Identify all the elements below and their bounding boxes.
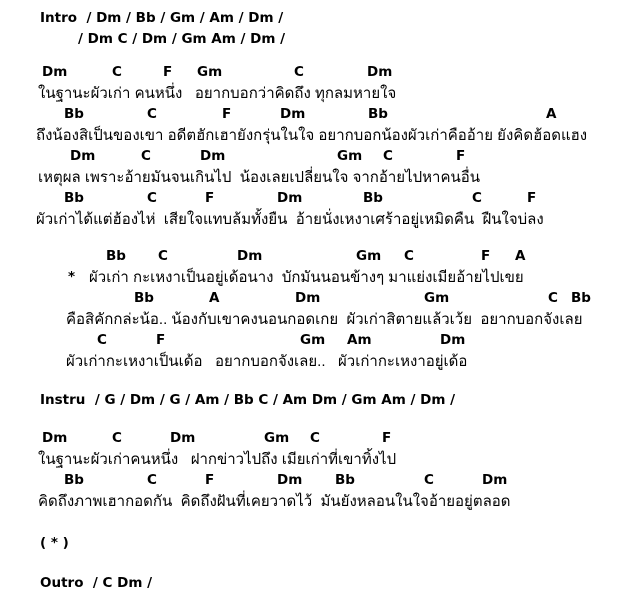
section-intro-chords-line2: / Dm C / Dm / Gm Am / Dm / bbox=[78, 31, 286, 47]
section-outro-label: Outro bbox=[40, 575, 84, 591]
section-instru-line1 bbox=[40, 391, 455, 409]
chord: C bbox=[147, 106, 157, 122]
section-instru-label: Instru bbox=[40, 392, 86, 408]
verse1-block-4 bbox=[0, 190, 620, 232]
chord: Gm bbox=[197, 64, 223, 80]
chord: F bbox=[382, 430, 392, 446]
chorus-star-marker: * bbox=[68, 269, 76, 285]
chord-row bbox=[0, 248, 620, 267]
chord: Bb bbox=[363, 190, 383, 206]
chord: C bbox=[147, 472, 157, 488]
lyric-row bbox=[0, 267, 620, 290]
lyric-row bbox=[0, 125, 620, 148]
verse2-block-2 bbox=[0, 472, 620, 514]
chord-row bbox=[0, 430, 620, 449]
chord-row bbox=[0, 472, 620, 491]
verse1-block-2 bbox=[0, 106, 620, 148]
chord: Dm bbox=[42, 430, 68, 446]
lyric-text: ในฐานะผัวเก่าคนหนึ่ง ฝากข่าวไปถึง เมียเก่าที่เขาทิ้งไป bbox=[38, 451, 397, 468]
lyric-text: ในฐานะผัวเก่า คนหนึ่ง อยากบอกว่าคิดถึง ทุกลมหายใจ bbox=[38, 85, 397, 102]
chord: A bbox=[209, 290, 220, 306]
chord: Gm bbox=[424, 290, 450, 306]
chord: Dm bbox=[295, 290, 321, 306]
section-intro-line1 bbox=[40, 9, 283, 27]
chord: F bbox=[205, 472, 215, 488]
chord: Dm bbox=[277, 190, 303, 206]
chord: Bb bbox=[64, 472, 84, 488]
chord: C bbox=[97, 332, 107, 348]
lyric-text: คิดถึงภาพเฮากอดกัน คิดถึงฝันที่เคยวาดไว้ มันยังหลอนในใจอ้ายอยู่ตลอด bbox=[38, 493, 511, 510]
lyric-text: คือสิคักกล่ะน้อ.. น้องกับเขาคงนอนกอดเกย ผัวเก่าสิตายแล้วเว้ย อยากบอกจังเลย bbox=[66, 311, 583, 328]
chord: A bbox=[546, 106, 557, 122]
spacer bbox=[85, 392, 94, 408]
chord: C bbox=[158, 248, 168, 264]
section-instru-chords: / G / Dm / G / Am / Bb C / Am Dm / Gm Am / Dm / bbox=[94, 392, 456, 408]
section-outro-chords: / C Dm / bbox=[92, 575, 153, 591]
spacer bbox=[83, 575, 92, 591]
chord-row bbox=[0, 190, 620, 209]
lyric-row bbox=[0, 167, 620, 190]
lyric-text: ผัวเก่ากะเหงาเป็นเด้อ อยากบอกจังเลย.. ผัวเก่ากะเหงาอยู่เด้อ bbox=[66, 353, 468, 370]
lyric-row bbox=[0, 351, 620, 374]
chord: Am bbox=[347, 332, 372, 348]
lyric-row bbox=[0, 309, 620, 332]
chord: Bb bbox=[335, 472, 355, 488]
chord: Bb bbox=[134, 290, 154, 306]
lyric-text: ถึงน้องสิเป็นของเขา อดีตฮักเฮายังกรุ่นในใจ อยากบอกน้องผัวเก่าคืออ้าย ยังคิดฮ้อดแฮง bbox=[36, 127, 588, 144]
chord: C bbox=[404, 248, 414, 264]
chord: Dm bbox=[170, 430, 196, 446]
chord: Bb bbox=[64, 190, 84, 206]
chord: C bbox=[147, 190, 157, 206]
chord: Bb bbox=[64, 106, 84, 122]
chord: Dm bbox=[440, 332, 466, 348]
lyric-row bbox=[0, 449, 620, 472]
chord: Bb bbox=[368, 106, 388, 122]
chord: Gm bbox=[337, 148, 363, 164]
section-intro-line2 bbox=[78, 30, 285, 48]
section-intro-label: Intro bbox=[40, 10, 78, 26]
verse1-block-1 bbox=[0, 64, 620, 106]
chord: C bbox=[548, 290, 558, 306]
chord: Gm bbox=[264, 430, 290, 446]
chord-row bbox=[0, 290, 620, 309]
chord: C bbox=[141, 148, 151, 164]
chord: Dm bbox=[277, 472, 303, 488]
chord: Bb bbox=[571, 290, 591, 306]
chord: C bbox=[112, 64, 122, 80]
chorus-block-3 bbox=[0, 332, 620, 374]
chord: Dm bbox=[237, 248, 263, 264]
lyric-text: เหตุผล เพราะอ้ายมันจนเกินไป น้องเลยเปลี่ยนใจ จากอ้ายไปหาคนอื่น bbox=[38, 169, 481, 186]
repeat-chorus-marker: ( * ) bbox=[40, 535, 69, 551]
chord: F bbox=[481, 248, 491, 264]
chord: Dm bbox=[367, 64, 393, 80]
lyric-text: ผัวเก่า กะเหงาเป็นอยู่เด้อนาง บักมันนอนข้างๆ มาแย่งเมียอ้ายไปเขย bbox=[89, 269, 524, 286]
chord: C bbox=[472, 190, 482, 206]
chord: F bbox=[456, 148, 466, 164]
chord-row bbox=[0, 148, 620, 167]
chord: F bbox=[156, 332, 166, 348]
chord-row bbox=[0, 332, 620, 351]
chord: Dm bbox=[200, 148, 226, 164]
chorus-block-2 bbox=[0, 290, 620, 332]
chord: C bbox=[310, 430, 320, 446]
chord: Bb bbox=[106, 248, 126, 264]
chord: C bbox=[112, 430, 122, 446]
chord: Gm bbox=[356, 248, 382, 264]
chord: A bbox=[515, 248, 526, 264]
lyric-row bbox=[0, 83, 620, 106]
chord-row bbox=[0, 106, 620, 125]
chord: Dm bbox=[482, 472, 508, 488]
chord-row bbox=[0, 64, 620, 83]
verse1-block-3 bbox=[0, 148, 620, 190]
chord: F bbox=[222, 106, 232, 122]
section-outro-line1 bbox=[40, 574, 152, 592]
lyric-row bbox=[0, 491, 620, 514]
chord: Gm bbox=[300, 332, 326, 348]
chord: Dm bbox=[280, 106, 306, 122]
lyric-text: ผัวเก่าได้แต่ฮ้องไห่ เสียใจแทบล้มทั้งยืน อ้ายนั่งเหงาเศร้าอยู่เหมิดคืน ฝืนใจบ่ลง bbox=[36, 211, 544, 228]
chord: C bbox=[294, 64, 304, 80]
chord: Dm bbox=[70, 148, 96, 164]
section-intro-chords-line1: / Dm / Bb / Gm / Am / Dm / bbox=[86, 10, 284, 26]
lyric-row bbox=[0, 209, 620, 232]
chord: C bbox=[383, 148, 393, 164]
chord: Dm bbox=[42, 64, 68, 80]
chord: F bbox=[527, 190, 537, 206]
chord: F bbox=[163, 64, 173, 80]
verse2-block-1 bbox=[0, 430, 620, 472]
chord: F bbox=[205, 190, 215, 206]
chorus-block-1 bbox=[0, 248, 620, 290]
chord: C bbox=[424, 472, 434, 488]
